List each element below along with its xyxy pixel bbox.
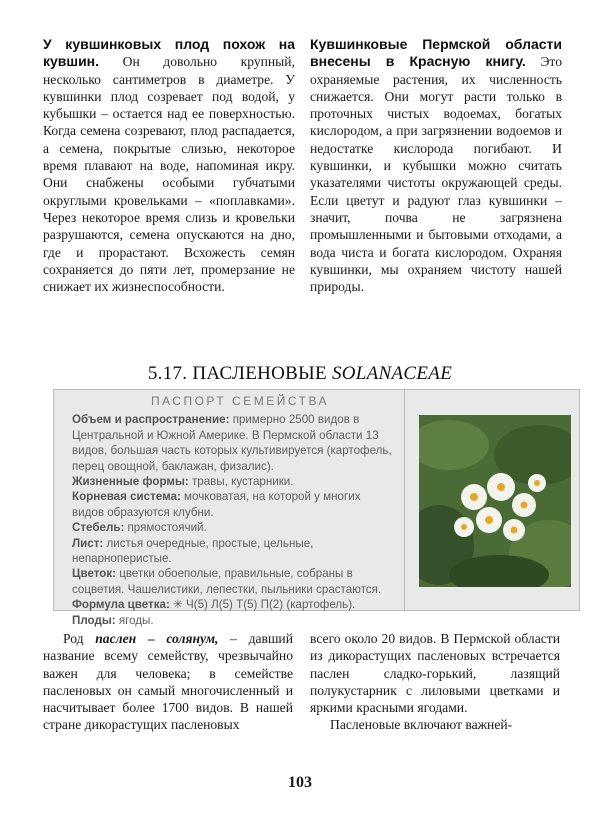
left-text: Он довольно крупный, несколько сантиметров в диаметре. У кувшинки плод созревает под водой, у кубышки – остается над ее поверхностью. Когда семена созревают, плод распадается, а семена, покрытые слизью, некоторое время плавают на воде, напоминая икру. Они снабжены особыми губчатыми округлыми кровельками – «поплавками». Через некоторое время слизь и кровельки разрушаются, семена опускаются на дно, где и прорастают. Всхожесть семян сохраняется до пяти лет, промерзание не снижает их жизнеспособности.: [43, 54, 295, 295]
passport-row: Корневая система: мочковатая, на которой у многих видов образуются клубни.: [72, 490, 361, 519]
passport-row: Стебель: прямостоячий.: [72, 521, 207, 535]
bottom-right-column: [310, 630, 560, 734]
section-title: [0, 363, 600, 385]
bottom-right-text: всего около 20 видов. В Пермской области из дикорастущих пасленовых встречается паслен сладко-горький, лазящий полукустарник с лиловыми цветками и яркими красными ягодами.: [310, 631, 560, 716]
family-passport: [53, 389, 405, 627]
section-latin: SOLANACEAE: [331, 363, 453, 384]
left-lead: У кувшинковых плод похож на кувшин.: [43, 36, 295, 70]
section-number-title: 5.17. ПАСЛЕНОВЫЕ: [147, 363, 327, 384]
passport-row: Цветок: цветки обоеполые, правильные, собраны в соцветия. Чашелистики, лепестки, пыльники срастаются.: [72, 567, 382, 596]
passport-row: Объем и распространение: примерно 2500 видов в Центральной и Южной Америке. В Пермской области 13 видов, большая часть которых культивируется (картофель, перец овощной, баклажан, физалис).: [72, 413, 392, 473]
right-column: [310, 36, 562, 295]
genus-name: паслен – солянум,: [95, 631, 219, 646]
potato-flower-photo: [419, 415, 571, 587]
passport-row: Жизненные формы: травы, кустарники.: [72, 475, 294, 489]
bottom-right-text2: Пасленовые включают важней-: [330, 717, 513, 733]
passport-row: Формула цветка: ✳ Ч(5) Л(5) Т(5) П(2) (картофель).: [72, 598, 356, 612]
passport-row: Плоды: ягоды.: [72, 613, 154, 627]
left-column: [43, 36, 295, 295]
bottom-left-column: Род паслен – солянум, – давший название всему семейству, чрезвычайно важен для человека; в семействе пасленовых он самый многочисленный и насчитывает более 1700 видов. В нашей стране дикорастущих пасленовых: [43, 631, 293, 733]
right-lead: Кувшинковые Пермской области внесены в Красную книгу.: [310, 36, 562, 70]
passport-header: ПАСПОРТ СЕМЕЙСТВА: [150, 394, 330, 408]
right-text: Это охраняемые растения, их численность снижается. Они могут расти только в проточных чистых водоемах, богатых кислородом, а при загрязнении водоемов и недостатке кислорода погибают. И кувшинки, и кубышки можно считать указателями чистоты окружающей среды. Если цветут и радуют глаз кувшинки – значит, почва не загрязнена промышленными и бытовыми отходами, а вода чиста и богата кислородом. Охраняя кувшинки, мы охраняем чистоту нашей природы.: [310, 54, 562, 295]
page-number: 103: [288, 774, 312, 791]
passport-row: Лист: листья очередные, простые, цельные, непарноперистые.: [72, 536, 314, 566]
potato-flower-image: [419, 415, 571, 587]
